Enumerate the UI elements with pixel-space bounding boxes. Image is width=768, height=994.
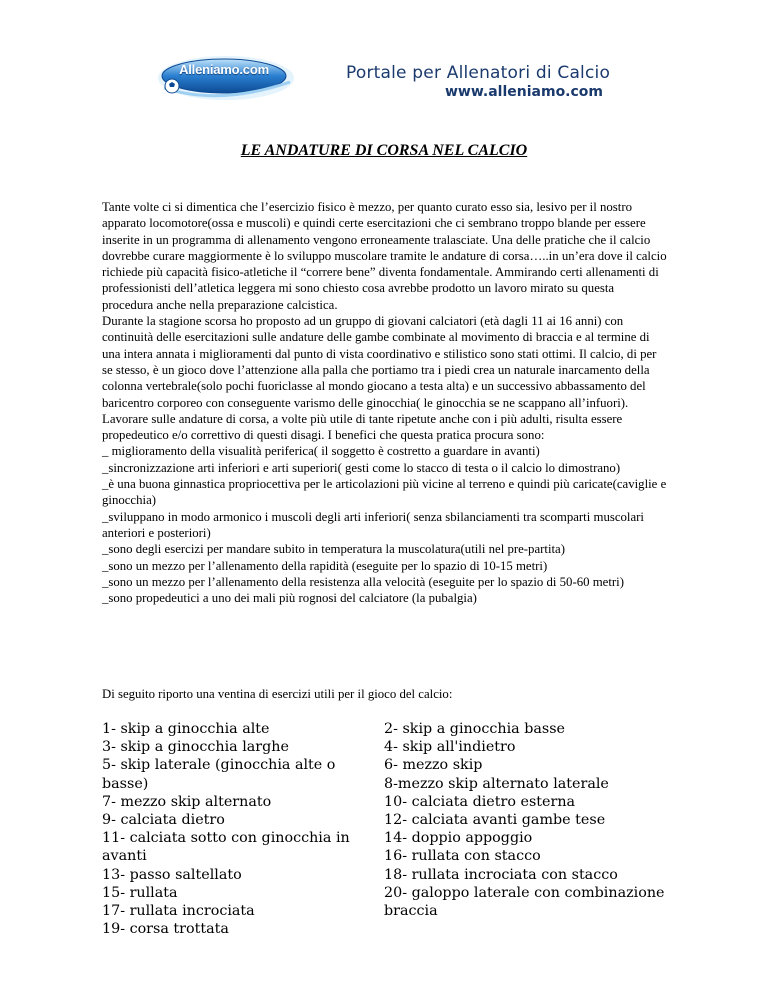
portal-title: Portale per Allenatori di Calcio [346,63,611,83]
page-header [0,0,768,110]
exercise-item: 6- mezzo skip [384,757,483,774]
exercise-intro: Di seguito riporto una ventina di esercizi utili per il gioco del calcio: [102,687,453,701]
exercise-item: 11- calciata sotto con ginocchia in avanti [102,830,350,865]
benefit-item: _sono propedeutici a uno dei mali più rognosi del calciatore (la pubalgia) [102,591,477,606]
exercise-item: 20- galoppo laterale con combinazione braccia [384,884,665,920]
benefit-item: _è una buona ginnastica propriocettiva per le articolazioni più vicine al terreno e quindi più caricate(caviglie e ginocchia) [102,477,667,508]
exercise-item: 7- mezzo skip alternato [102,793,272,810]
exercise-list-right [384,720,669,920]
paragraph: Tante volte ci si dimentica che l’esercizio fisico è mezzo, per quanto curato esso sia, lesivo per il nostro apparato locomotore(ossa e muscoli) e quindi certe esercitazioni che ci sembrano troppo blande per essere inserite in un programma di allenamento vengono erroneamente tralasciate. Una delle pratiche che il calcio dovrebbe curare maggiormente è lo sviluppo muscolare tramite le andature di corsa…..in un’era dove il calcio richiede più capacità fisico-atletiche il “correre bene” diventa fondamentale. Ammirando certi allenamenti di professionisti dell’atletica leggera mi sono chiesto cosa avrebbe prodotto un lavoro mirato su questa procedura anche nella preparazione calcistica. [102,200,667,312]
logo-swoosh-icon [150,48,300,108]
benefit-item: _sono degli esercizi per mandare subito in temperatura la muscolatura(utili nel pre-partita) [102,542,565,557]
exercise-item: 8-mezzo skip alternato laterale [384,775,609,792]
document-title: LE ANDATURE DI CORSA NEL CALCIO [240,142,528,159]
exercise-item: 4- skip all'indietro [384,739,516,756]
exercise-item: 15- rullata [102,884,178,901]
exercise-item: 3- skip a ginocchia larghe [102,739,289,756]
logo-text: Alleniamo.com [179,62,269,77]
exercise-item: 1- skip a ginocchia alte [102,721,270,737]
benefit-item: _sono un mezzo per l’allenamento della rapidità (eseguite per lo spazio di 10-15 metri) [102,558,548,573]
portal-url[interactable]: www.alleniamo.com [445,84,604,100]
exercise-item: 9- calciata dietro [102,812,225,829]
benefit-item: _sincronizzazione arti inferiori e arti superiori( gesti come lo stacco di testa o il calcio lo dimostrano) [102,460,621,475]
exercise-item: 17- rullata incrociata [102,903,255,920]
exercise-item: 13- passo saltellato [102,866,242,883]
exercise-item: 19- corsa trottata [102,921,229,938]
benefit-item: _sono un mezzo per l’allenamento della resistenza alla velocità (eseguite per lo spazio di 50-60 metri) [102,574,624,589]
exercise-list-left [102,720,372,938]
exercise-item: 2- skip a ginocchia basse [384,721,566,737]
exercise-item: 16- rullata con stacco [384,848,541,865]
exercise-item: 14- doppio appoggio [384,830,533,847]
exercise-item: 5- skip laterale (ginocchia alte o basse) [102,757,336,792]
benefit-item: _sviluppano in modo armonico i muscoli degli arti inferiori( senza sbilanciamenti tra scomparti muscolari anteriori e posteriori) [102,509,644,540]
alleniamo-logo [150,48,300,108]
document-body [102,199,667,606]
benefit-item: _ miglioramento della visualità periferica( il soggetto è costretto a guardare in avanti) [102,444,540,459]
exercise-item: 18- rullata incrociata con stacco [384,866,618,883]
exercise-item: 12- calciata avanti gambe tese [384,812,606,829]
exercise-item: 10- calciata dietro esterna [384,793,576,810]
paragraph: Durante la stagione scorsa ho proposto ad un gruppo di giovani calciatori (età dagli 11 ai 16 anni) con continuità delle esercitazioni sulle andature delle gambe combinate al movimento di braccia e al termine di una intera annata i miglioramenti dal punto di vista coordinativo e stilistico sono stati ottimi. Il calcio, di per se stesso, è un gioco dove l’attenzione alla palla che portiamo tra i piedi crea un naturale inarcamento della colonna vertebrale(solo pochi fuoriclasse al mondo giocano a testa alta) e un successivo abbassamento del baricentro corporeo con conseguente varismo delle ginocchia( le ginocchia se ne scappano all’infuori). Lavorare sulle andature di corsa, a volte più utile di tante ripetute anche con i più adulti, risulta essere propedeutico e/o correttivo di questi disagi. I benefici che questa pratica procura sono: [102,314,657,443]
